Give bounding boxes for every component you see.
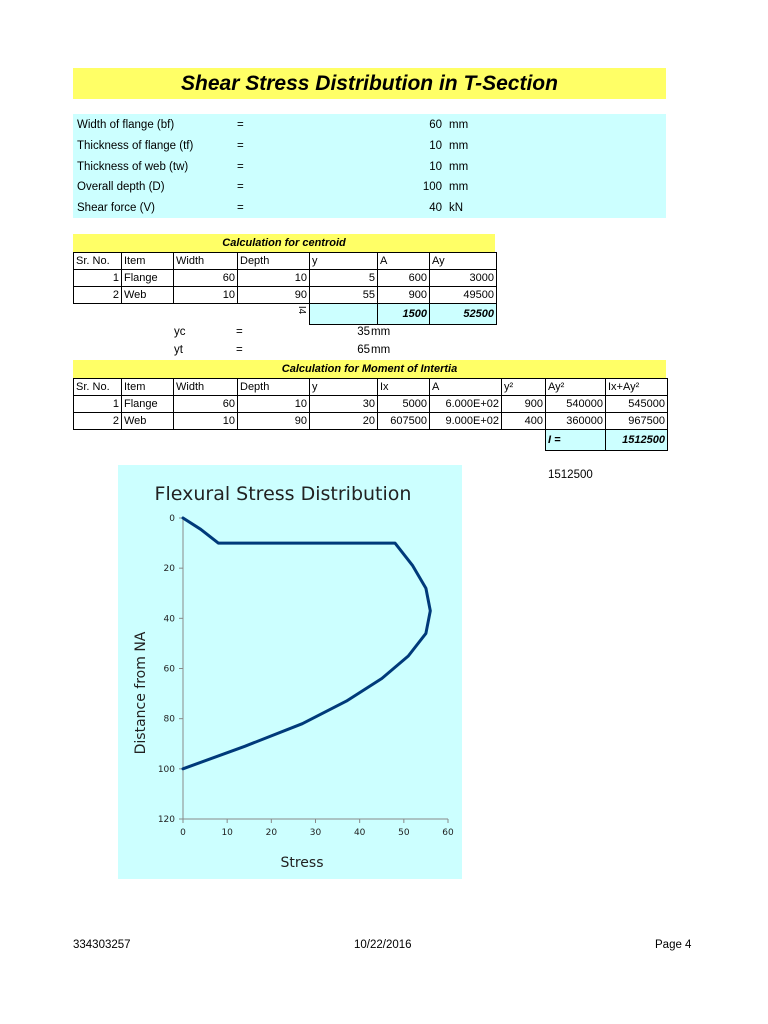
- table-cell: Flange: [122, 270, 174, 287]
- stress-series-line: [183, 518, 430, 769]
- chart-title: Flexural Stress Distribution: [154, 483, 412, 505]
- yc-equals: =: [236, 326, 243, 338]
- input-label: Thickness of flange (tf): [77, 140, 194, 152]
- chart-series: [183, 518, 430, 769]
- table-cell: 10: [238, 396, 310, 413]
- table-header-row: [74, 253, 497, 270]
- table-cell: 5: [310, 270, 378, 287]
- table-cell: Web: [122, 287, 174, 304]
- total-a-cell: 1500: [378, 304, 430, 325]
- input-parameters: [73, 114, 666, 218]
- header-cell: Ay²: [546, 379, 606, 396]
- chart-axes: [183, 518, 448, 819]
- input-unit: kN: [449, 202, 464, 214]
- moi-heading: Calculation for Moment of Intertia: [73, 360, 666, 378]
- yt-value: 65: [357, 344, 370, 356]
- header-cell: A: [430, 379, 502, 396]
- yc-label: yc: [174, 326, 186, 338]
- x-tick-label: 40: [353, 828, 366, 838]
- y-tick-label: 120: [157, 815, 175, 825]
- footer-date: 10/22/2016: [354, 939, 412, 951]
- yt-unit: mm: [371, 344, 391, 356]
- input-unit: mm: [449, 119, 469, 131]
- table-cell: 607500: [378, 413, 430, 430]
- yt-equals: =: [236, 344, 243, 356]
- input-row: [73, 136, 666, 156]
- input-unit: mm: [449, 161, 469, 173]
- table-cell: Web: [122, 413, 174, 430]
- side-value: 1512500: [548, 469, 593, 481]
- input-value: 10: [429, 140, 442, 152]
- input-row: [73, 198, 666, 218]
- x-tick-label: 20: [265, 828, 278, 838]
- flexural-stress-chart: [118, 465, 462, 879]
- x-tick-label: 0: [180, 828, 186, 838]
- table-cell: 545000: [606, 396, 668, 413]
- header-cell: Item: [122, 379, 174, 396]
- table-cell: 600: [378, 270, 430, 287]
- input-unit: mm: [449, 181, 469, 193]
- header-cell: y²: [502, 379, 546, 396]
- table-cell: 2: [74, 287, 122, 304]
- total-empty-cell: [310, 304, 378, 325]
- header-cell: Depth: [238, 253, 310, 270]
- yc-unit: mm: [371, 326, 391, 338]
- footer-page: Page 4: [655, 939, 692, 951]
- input-label: Width of flange (bf): [77, 119, 175, 131]
- table-cell: 30: [310, 396, 378, 413]
- table-cell: 90: [238, 287, 310, 304]
- table-cell: 967500: [606, 413, 668, 430]
- table-cell: 60: [174, 270, 238, 287]
- y-tick-label: 60: [163, 664, 175, 675]
- input-value: 60: [429, 119, 442, 131]
- header-cell: Width: [174, 253, 238, 270]
- header-cell: Depth: [238, 379, 310, 396]
- page-title: Shear Stress Distribution in T-Section: [73, 68, 666, 99]
- table-cell: 55: [310, 287, 378, 304]
- table-cell: 10: [174, 287, 238, 304]
- header-cell: Width: [174, 379, 238, 396]
- header-cell: Item: [122, 253, 174, 270]
- header-cell: Sr. No.: [74, 379, 122, 396]
- input-equals: =: [237, 202, 244, 214]
- x-axis-label: Stress: [280, 855, 324, 871]
- table-cell: 60: [174, 396, 238, 413]
- table-cell: 540000: [546, 396, 606, 413]
- input-label: Overall depth (D): [77, 181, 165, 193]
- moi-total-value: 1512500: [606, 430, 668, 451]
- moi-total-label: I =: [546, 430, 606, 451]
- y-tick-label: 100: [157, 764, 175, 775]
- table-total-row: [74, 304, 497, 325]
- table-cell: 49500: [430, 287, 497, 304]
- table-cell: 1: [74, 270, 122, 287]
- yt-label: yt: [174, 344, 183, 356]
- table-cell: 6.000E+02: [430, 396, 502, 413]
- table-cell: 20: [310, 413, 378, 430]
- y-tick-label: 80: [163, 714, 175, 725]
- header-cell: y: [310, 379, 378, 396]
- y-tick-label: 20: [163, 564, 175, 575]
- centroid-heading: Calculation for centroid: [73, 234, 495, 252]
- table-header-row: [74, 379, 668, 396]
- input-value: 100: [422, 181, 442, 193]
- x-tick-label: 10: [221, 828, 233, 838]
- table-cell: 10: [174, 413, 238, 430]
- table-cell: 9.000E+02: [430, 413, 502, 430]
- header-cell: Sr. No.: [74, 253, 122, 270]
- centroid-table: [73, 252, 497, 325]
- yc-value: 35: [357, 326, 370, 338]
- header-cell: Ix+Ay²: [606, 379, 668, 396]
- table-row: [74, 413, 668, 430]
- table-total-row: [74, 430, 668, 451]
- table-cell: Flange: [122, 396, 174, 413]
- table-cell: 900: [502, 396, 546, 413]
- table-cell: 1: [74, 396, 122, 413]
- x-tick-label: 50: [398, 828, 410, 838]
- rotated-note: I4: [295, 305, 307, 315]
- input-equals: =: [237, 161, 244, 173]
- y-axis-label: Distance from NA: [133, 631, 149, 755]
- chart-svg: [118, 465, 462, 879]
- header-cell: Ix: [378, 379, 430, 396]
- header-cell: Ay: [430, 253, 497, 270]
- header-cell: y: [310, 253, 378, 270]
- y-tick-label: 0: [169, 514, 175, 524]
- input-equals: =: [237, 119, 244, 131]
- input-row: [73, 157, 666, 177]
- table-cell: 360000: [546, 413, 606, 430]
- table-cell: 90: [238, 413, 310, 430]
- footer-doc-id: 334303257: [73, 939, 131, 951]
- table-cell: 400: [502, 413, 546, 430]
- input-value: 10: [429, 161, 442, 173]
- input-row: [73, 115, 666, 135]
- input-label: Shear force (V): [77, 202, 155, 214]
- table-cell: 3000: [430, 270, 497, 287]
- total-ay-cell: 52500: [430, 304, 497, 325]
- x-tick-label: 60: [442, 828, 454, 838]
- table-row: [74, 270, 497, 287]
- input-value: 40: [429, 202, 442, 214]
- table-cell: 2: [74, 413, 122, 430]
- table-cell: 10: [238, 270, 310, 287]
- input-label: Thickness of web (tw): [77, 161, 189, 173]
- input-equals: =: [237, 140, 244, 152]
- input-equals: =: [237, 181, 244, 193]
- y-tick-label: 40: [163, 614, 175, 625]
- table-cell: 5000: [378, 396, 430, 413]
- table-row: [74, 396, 668, 413]
- table-cell: 900: [378, 287, 430, 304]
- input-row: [73, 177, 666, 197]
- input-unit: mm: [449, 140, 469, 152]
- x-tick-label: 30: [309, 828, 322, 838]
- table-row: [74, 287, 497, 304]
- header-cell: A: [378, 253, 430, 270]
- moi-table: [73, 378, 668, 451]
